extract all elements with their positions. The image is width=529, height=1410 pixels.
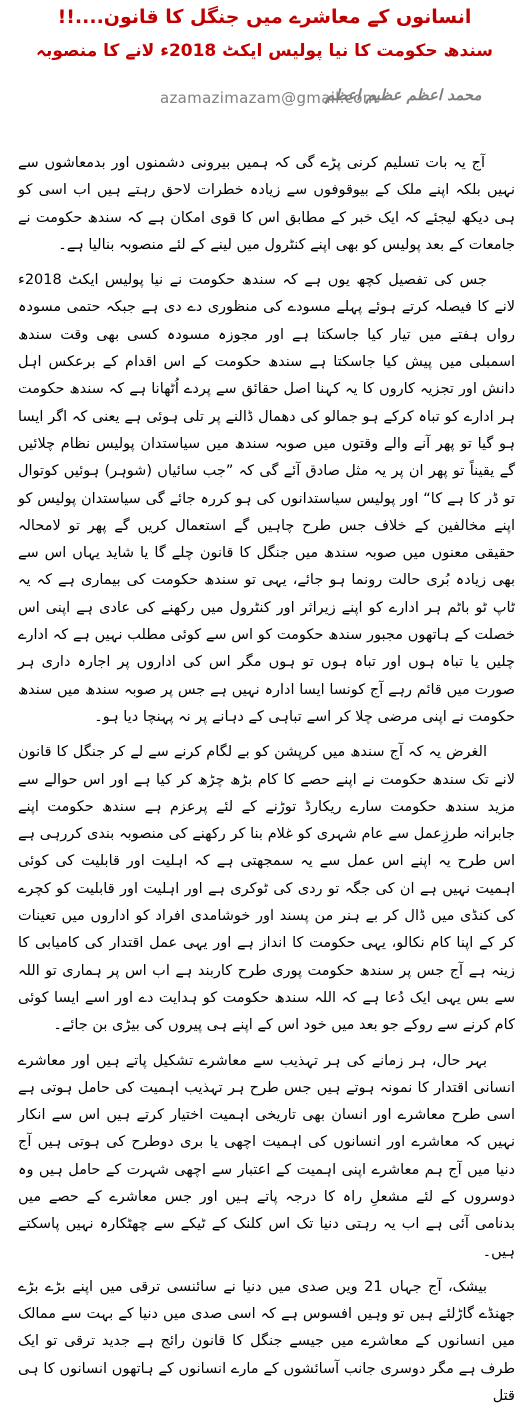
paragraph-2: جس کی تفصیل کچھ یوں ہے کہ سندھ حکومت نے نیا پولیس ایکٹ 2018ء لانے کا فیصلہ کرتے ہوئے پہلے مسودے کی منظوری دے دی ہے جبکہ حتمی مسودہ رواں ہفتے میں تیار کیا جاسکتا ہے اور مجوزہ مسودہ کسی بھی وقت سندھ اسمبلی میں پیش کیا جاسکتا ہے سندھ حکومت کے اس اقدام کے برعکس اہل دانش اور تجزیہ کاروں کا یہ کہنا اصل حقائق سے پردے اُٹھانا ہے کہ سندھ حکومت ہر ادارے کو تباہ کرکے ہو جمالو کی دھمال ڈالنے پر تلی ہوئی ہے یعنی کہ اگر ایسا ہو گیا تو پھر آنے والے وقتوں میں صوبہ سندھ میں سیاستدان پولیس نظام چلائیں گے یقیناً تو پھر ان پر یہ مثل صادق آئے گی کہ ”جب سائیاں (شوہر) ہوئیں کوتوال تو ڈر کا ہے کا“ اور پولیس سیاستدانوں کی ہو کررہ جائے گی سیاستدان پولیس کو اپنے مخالفین کے خلاف جس طرح چاہیں گے استعمال کریں گے پھر تو لامحالہ حقیقی معنوں میں صوبہ سندھ میں جنگل کا قانون چلے گا یا شاید یہاں اس سے بھی زیادہ بُری حالت رونما ہو جائے، یہی تو سندھ حکومت کی بیماری ہے کہ یہ ٹاپ ٹو باٹم ہر ادارے کو اپنے زیراثر اور کنٹرول میں رکھنے کی عادی ہے اپنی اس خصلت کے ہاتھوں مجبور سندھ حکومت کو اس سے کوئی مطلب نہیں ہے کہ ادارے چلیں یا تباہ ہوں اور تباہ ہوں تو ہوں مگر اس کی اداروں پر اجارہ داری ہر صورت میں قائم رہے آج کونسا ایسا ادارہ نہیں ہے جس پر صوبہ سندھ میں سندھ حکومت نے اپنی مرضی چلا کر اسے تباہی کے دہانے پر نہ پہنچا دیا ہو۔ (18, 272, 515, 725)
paragraph-4: بہر حال، ہر زمانے کی ہر تہذیب سے معاشرے تشکیل پاتے ہیں اور معاشرے انسانی اقتدار کا نمونہ ہوتے ہیں جس طرح ہر تہذیب اہمیت کی حامل ہوتی ہے اسی طرح معاشرے اور انسان بھی تاریخی اہمیت اختیار کرتے ہیں اس سے انکار نہیں کہ معاشرے اور انسانوں کی اہمیت اچھی یا بری دوطرح کی ہوتی ہیں آج دنیا میں آج ہم معاشرے اپنی اہمیت کے اعتبار سے اچھی شہرت کے حامل ہیں وہ دوسروں کے لئے مشعلِ راہ کا درجہ پاتے ہیں اور جس معاشرے کے حصے میں بدنامی آئی ہے اب یہ رہتی دنیا تک اس کلنک کے ٹیکے سے چھٹکارہ نہیں پاسکتے ہیں۔ (18, 1052, 515, 1260)
paragraph-3: الغرض یہ کہ آج سندھ میں کرپشن کو بے لگام کرنے سے لے کر جنگل کا قانون لانے تک سندھ حکومت نے اپنے حصے کا کام بڑھ چڑھ کر کیا ہے اور اس حوالے سے مزید سندھ حکومت سارے ریکارڈ توڑنے کے لئے پرعزم ہے سندھ حکومت اپنے جابرانہ طرزِعمل سے عام شہری کو غلام بنا کر رکھنے کی منصوبہ بندی کررہی ہے اس طرح یہ اپنے اس عمل سے یہ سمجھتی ہے کہ اہلیت اور قابلیت کی کوئی اہمیت نہیں ہے ان کی جگہ تو ردی کی ٹوکری ہے اور اہلیت اور قابلیت کو کچرے کی کنڈی میں ڈال کر بے ہنر من پسند اور خوشامدی افراد کو اداروں میں تعینات کر کے اپنا کام نکالو، یہی حکومت کا انداز ہے اور یہی عمل اقتدار کی کامیابی کا زینہ ہے آج جس پر سندھ حکومت پوری طرح کاربند ہے اب اس پر ہماری تو اللہ سے بس یہی ایک دُعا ہے کہ اللہ سندھ حکومت کو ہدایت دے اور اسے ایسا کوئی کام کرنے سے روکے جو بعد میں خود اس کے اپنے ہی پیروں کی بیڑی بن جائے۔ (18, 744, 515, 1034)
paragraph-1: آج یہ بات تسلیم کرنی پڑے گی کہ ہمیں بیرونی دشمنوں اور بدمعاشوں سے نہیں بلکہ اپنے ملک کے بیوقوفوں سے زیادہ خطرات لاحق رہتے ہیں اب اسی کو ہی دیکھ لیجئے کہ ایک خبر کے مطابق اس کا قوی امکان ہے کہ سندھ حکومت نے جامعات کے بعد پولیس کو بھی اپنے کنٹرول میں لینے کے لئے منصوبہ بنالیا ہے۔ (18, 155, 515, 253)
article-subtitle: سندھ حکومت کا نیا پولیس ایکٹ 2018ء لانے کا منصوبہ (36, 41, 493, 61)
article-title: انسانوں کے معاشرے میں جنگل کا قانون....!! (57, 6, 472, 28)
author-email: azamazimazam@gmail.com (160, 89, 378, 107)
article-body (18, 150, 515, 1410)
author-name: محمد اعظم عظیم اعظم (325, 86, 482, 104)
paragraph-5: بیشک، آج جہاں 21 ویں صدی میں دنیا نے سائنسی ترقی میں اپنے بڑے بڑے جھنڈے گاڑلئے ہیں تو وہیں افسوس ہے کہ اسی صدی میں دنیا کے بہت سے ممالک میں انسانوں کے معاشرے میں جیسے جنگل کا قانون رائج ہے جدید ترقی تو ایک طرف ہے مگر دوسری جانب آسائشوں کے مارے انسانوں کے ہاتھوں انسانوں کا ہی قتل (18, 1278, 515, 1405)
